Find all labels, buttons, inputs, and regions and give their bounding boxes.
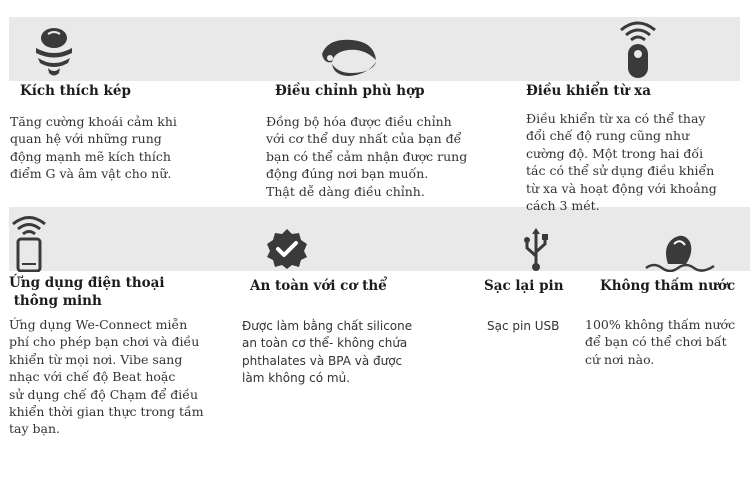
- remote-control-icon: [615, 18, 661, 80]
- waterproof-icon: [644, 232, 716, 272]
- feature-desc-dual-stimulation: Tăng cường khoái cảm khi quan hệ với những rung động mạnh mẽ kích thích điểm G và âm vật cho nữ.: [10, 114, 177, 182]
- feature-desc-body-safe: Được làm bằng chất silicone an toàn cơ thể- không chứa phthalates và BPA và được làm không có mủ.: [242, 319, 413, 386]
- feature-desc-recharge: Sạc pin USB: [487, 319, 560, 333]
- feature-title-remote-control: Điều khiển từ xa: [526, 83, 651, 99]
- dual-stimulation-icon: [30, 24, 78, 80]
- feature-title-smartphone-app: Ứng dụng điện thoại thông minh: [9, 275, 165, 309]
- feature-title-recharge: Sạc lại pin: [484, 278, 564, 294]
- adjustable-fit-icon: [318, 36, 380, 80]
- bottom-band: [9, 207, 750, 271]
- feature-desc-smartphone-app: Ứng dụng We-Connect miễn phí cho phép bạn chơi và điều khiển từ mọi nơi. Vibe sang nhạc với chế độ Beat hoặc sử dụng chế độ Chạm để điều khiển thời gian thực trong tầm tay bạn.: [9, 317, 204, 437]
- feature-desc-waterproof: 100% không thấm nước để bạn có thể chơi bất cứ nơi nào.: [585, 317, 736, 367]
- feature-title-waterproof: Không thấm nước: [600, 278, 736, 294]
- feature-title-body-safe: An toàn với cơ thể: [250, 278, 387, 294]
- usb-icon: [522, 226, 550, 272]
- smartphone-app-icon: [10, 214, 48, 272]
- feature-desc-adjustable-fit: Đồng bộ hóa được điều chỉnh với cơ thể duy nhất của bạn để bạn có thể cảm nhận được rung động đúng nơi bạn muốn. Thật dễ dàng điều chỉnh.: [266, 114, 468, 199]
- feature-desc-remote-control: Điều khiển từ xa có thể thay đổi chế độ rung cũng như cường độ. Một trong hai đối tác có thể sử dụng điều khiển từ xa và hoạt động với khoảng cách 3 mét.: [526, 111, 717, 214]
- body-safe-badge-icon: [266, 228, 308, 270]
- feature-title-adjustable-fit: Điều chỉnh phù hợp: [275, 83, 425, 99]
- feature-title-dual-stimulation: Kích thích kép: [20, 83, 131, 99]
